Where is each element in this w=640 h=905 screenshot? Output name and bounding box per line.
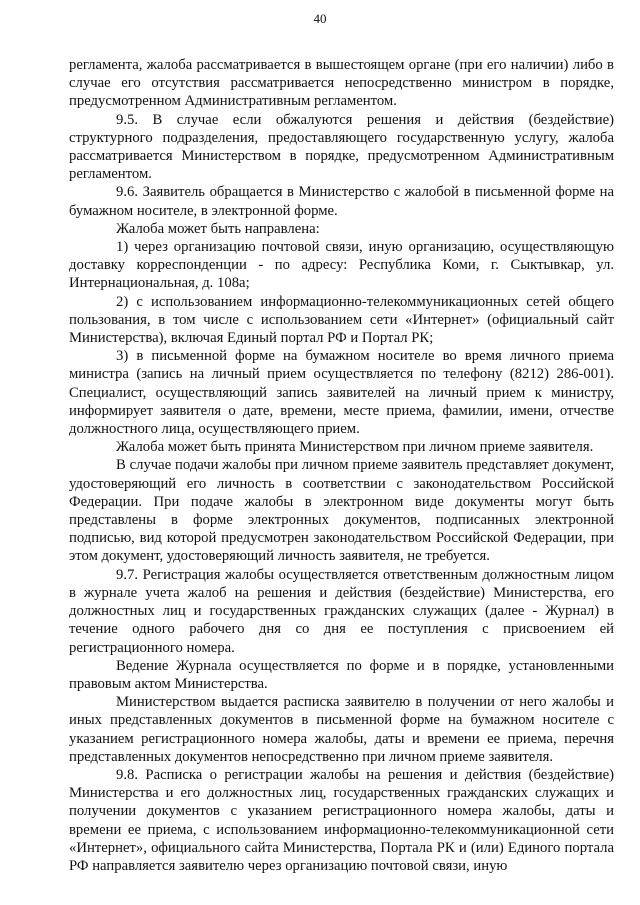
paragraph-9-8: 9.8. Расписка о регистрации жалобы на решения и действия (бездействие) Министерства и его должностных лиц, государственных гражданских служащих и получении документов с указанием регистрационного номера жалобы, даты и времени ее приема, с использованием информационно-телекоммуникационной сети «Интернет», официального сайта Министерства, Портала РК и (или) Единого портала РФ направляется заявителю через организацию почтовой связи, иную <box>69 766 614 874</box>
list-item-postal: 1) через организацию почтовой связи, иную организацию, осуществляющую доставку корреспонденции - по адресу: Республика Коми, г. Сыктывкар, ул. Интернациональная, д. 108а; <box>69 239 614 292</box>
paragraph-receipt: Министерством выдается расписка заявителю в получении от него жалобы и иных представленных документов в письменной форме на бумажном носителе с указанием регистрационного номера жалобы, даты и времени ее приема, перечня представленных документов непосредственно при личном приеме заявителя. <box>69 694 614 765</box>
document-body <box>69 56 614 875</box>
page-number: 40 <box>313 11 327 26</box>
paragraph-9-7: 9.7. Регистрация жалобы осуществляется ответственным должностным лицом в журнале учета жалоб на решения и действия (бездействие) Министерства, его должностных лиц и государственных гражданских служащих (далее - Журнал) в течение одного рабочего дня со дня ее поступления с присвоением ей регистрационного номера. <box>69 566 614 656</box>
paragraph-continuation-9-4: регламента, жалоба рассматривается в вышестоящем органе (при его наличии) либо в случае его отсутствия рассматривается непосредственно министром в порядке, предусмотренном Административным регламентом. <box>69 57 614 110</box>
paragraph-9-5: 9.5. В случае если обжалуются решения и действия (бездействие) структурного подразделения, предоставляющего государственную услугу, жалоба рассматривается Министерством в порядке, предусмотренном Административным регламентом. <box>69 111 614 183</box>
paragraph-identity-document: В случае подачи жалобы при личном приеме заявитель представляет документ, удостоверяющий его личность в соответствии с законодательством Российской Федерации. При подаче жалобы в электронном виде документы могут быть представлены в форме электронных документов, подписанных электронной подписью, вид которой предусмотрен законодательством Российской Федерации, при этом документ, удостоверяющий личность заявителя, не требуется. <box>69 457 614 565</box>
paragraph-journal-keeping: Ведение Журнала осуществляется по форме и в порядке, установленными правовым актом Министерства. <box>69 657 614 692</box>
paragraph-9-6: 9.6. Заявитель обращается в Министерство с жалобой в письменной форме на бумажном носителе, в электронной форме. <box>69 184 614 219</box>
paragraph-personal-reception: Жалоба может быть принята Министерством при личном приеме заявителя. <box>116 439 594 456</box>
paragraph-directions-intro: Жалоба может быть направлена: <box>116 220 320 237</box>
list-item-personal-reception: 3) в письменной форме на бумажном носителе во время личного приема министра (запись на личный прием осуществляется по телефону (8212) 286-001). Специалист, осуществляющий запись заявителей на личный прием к министру, информирует заявителя о дате, времени, месте приема, фамилии, имени, отчестве должностного лица, осуществляющего прием. <box>69 348 614 438</box>
list-item-internet: 2) с использованием информационно-телекоммуникационных сетей общего пользования, в том числе с использованием сети «Интернет» (официальный сайт Министерства), включая Единый портал РФ и Портал РК; <box>69 293 614 347</box>
